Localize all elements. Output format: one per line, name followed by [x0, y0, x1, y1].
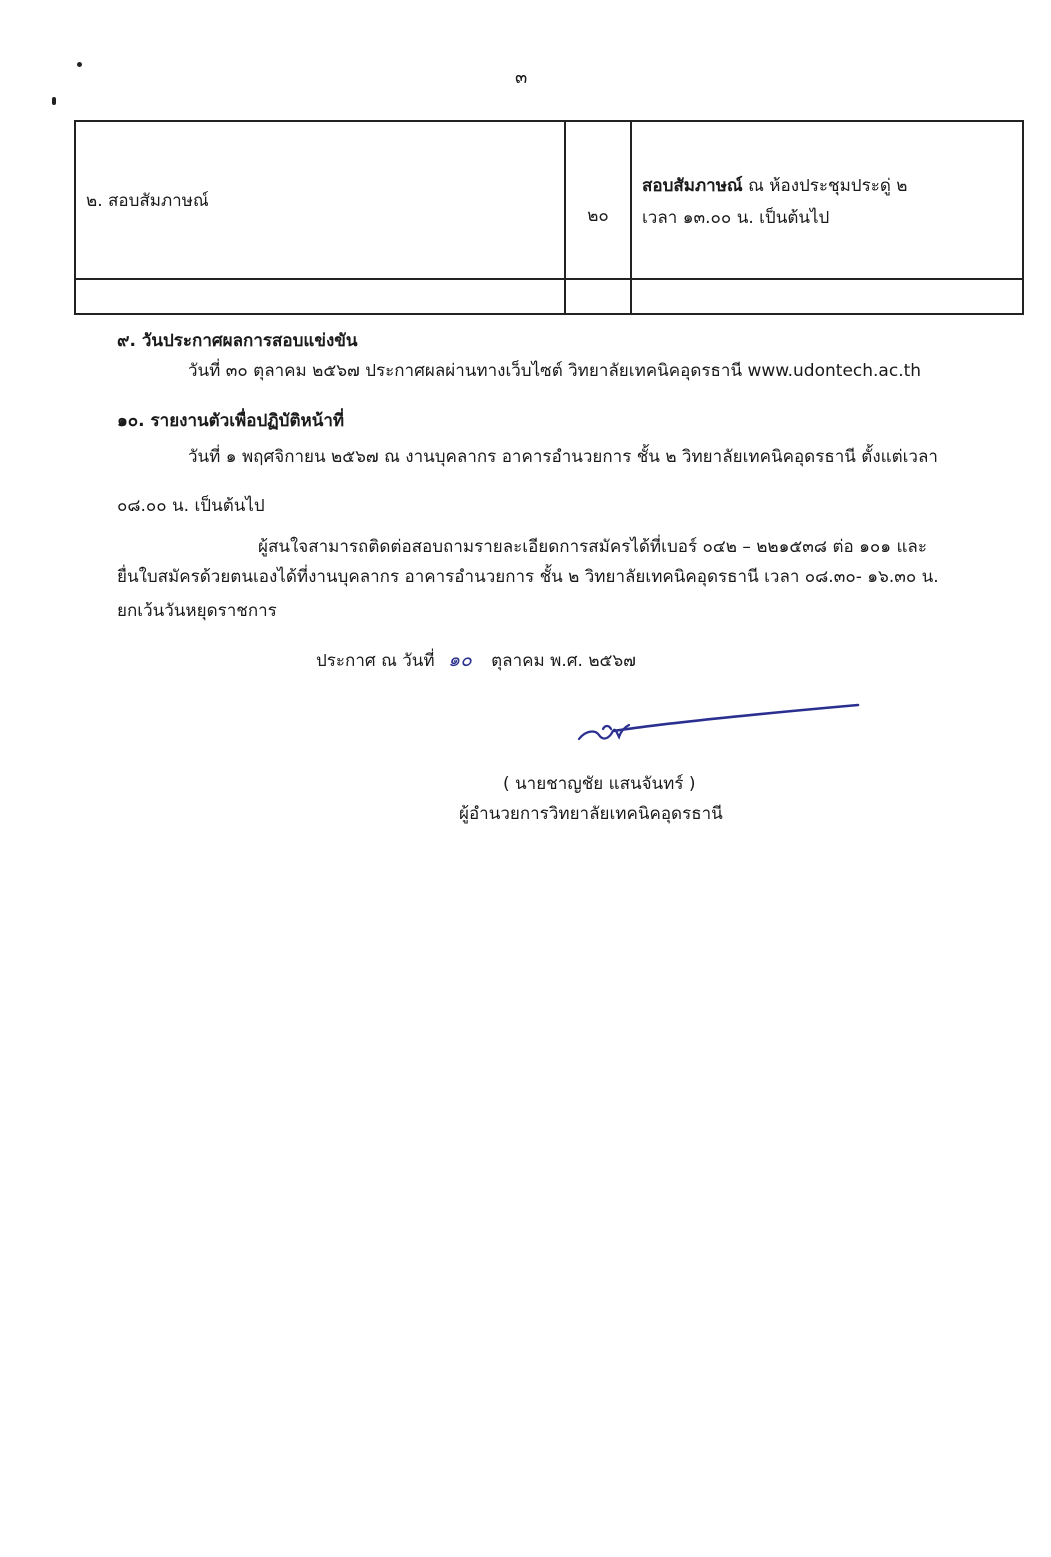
item-label: ๒. สอบสัมภาษณ์ [86, 190, 209, 211]
section10-line2: ๐๘.๐๐ น. เป็นต้นไป [117, 496, 265, 516]
score-value: ๒๐ [587, 205, 609, 226]
announcement-prefix: ประกาศ ณ วันที่ [316, 651, 435, 671]
table-cell-item [75, 279, 565, 314]
table-cell-detail [631, 121, 1023, 279]
table-cell-score [565, 121, 631, 279]
detail-bold: สอบสัมภาษณ์ [642, 176, 743, 196]
section9-heading: ๙. วันประกาศผลการสอบแข่งขัน [117, 331, 358, 351]
exam-schedule-table [74, 120, 1024, 315]
section9-line1: วันที่ ๓๐ ตุลาคม ๒๕๖๗ ประกาศผลผ่านทางเว็บไซต์ วิทยาลัยเทคนิคอุดรธานี www.udontech.ac.th [188, 361, 922, 381]
contact-line1: ผู้สนใจสามารถติดต่อสอบถามรายละเอียดการสมัครได้ที่เบอร์ ๐๔๒ – ๒๒๑๕๓๘ ต่อ ๑๐๑ และ [258, 537, 927, 557]
table-row [75, 121, 1023, 279]
table-row [75, 279, 1023, 314]
table-cell-detail [631, 279, 1023, 314]
table-cell-score [565, 279, 631, 314]
handwritten-day: ๑๐ [448, 649, 472, 671]
table-cell-item [75, 121, 565, 279]
signer-name: ( นายชาญชัย แสนจันทร์ ) [503, 774, 696, 794]
contact-line2: ยื่นใบสมัครด้วยตนเองได้ที่งานบุคลากร อาคารอำนวยการ ชั้น ๒ วิทยาลัยเทคนิคอุดรธานี เวลา ๐๘.๓๐- ๑๖.๓๐ น. [117, 567, 939, 587]
section10-line1: วันที่ ๑ พฤศจิกายน ๒๕๖๗ ณ งานบุคลากร อาคารอำนวยการ ชั้น ๒ วิทยาลัยเทคนิคอุดรธานี ตั้งแต่เวลา [188, 447, 938, 467]
signer-position: ผู้อำนวยการวิทยาลัยเทคนิคอุดรธานี [459, 804, 723, 824]
detail-line1-rest: ณ ห้องประชุมประดู่ ๒ [742, 176, 908, 196]
contact-line3: ยกเว้นวันหยุดราชการ [117, 601, 277, 621]
page-number: ๓ [515, 67, 528, 88]
scan-mark [77, 62, 82, 67]
announcement-suffix: ตุลาคม พ.ศ. ๒๕๖๗ [491, 651, 636, 671]
scan-mark [52, 97, 56, 105]
section10-heading: ๑๐. รายงานตัวเพื่อปฏิบัติหน้าที่ [117, 411, 345, 431]
announcement-line [316, 645, 636, 675]
detail-line2: เวลา ๑๓.๐๐ น. เป็นต้นไป [642, 208, 830, 228]
signature-image [573, 695, 873, 755]
